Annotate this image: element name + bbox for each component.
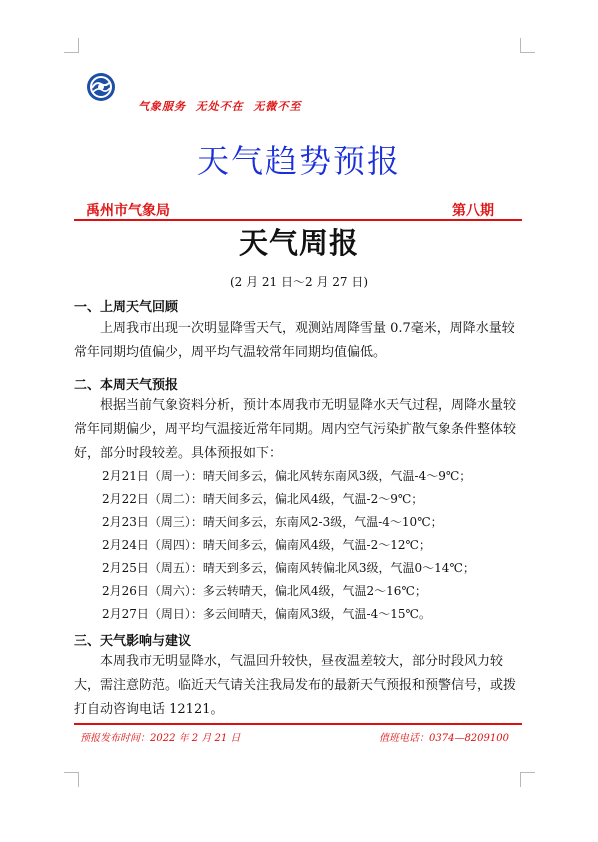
forecast-item-5: 2月26日（周六）：多云转晴天，偏北风4级，气温2～16℃； [102,584,427,598]
banner-title: 天气趋势预报 [196,142,401,180]
report-title: 天气周报 [238,226,359,260]
page-corner-mark-top-right [520,38,535,53]
forecast-item-4: 2月25日（周五）：晴天到多云，偏南风转偏北风3级，气温0～14℃； [102,561,475,575]
date-range: (2 月 21 日～2 月 27 日) [229,275,369,289]
forecast-item-0: 2月21日（周一）：晴天间多云，偏北风转东南风3级，气温-4～9℃； [102,469,472,483]
paragraph-forecast: 根据当前气象资料分析，预计本周我市无明显降水天气过程，周降水量较常年同期偏少，周平均气温接近常年同期。周内空气污染扩散气象条件整体较好，部分时段较差。具体预报如下： [74,398,517,461]
duty-phone: 值班电话：0374—8209100 [379,733,509,744]
paragraph-advice: 本周我市无明显降水，气温回升较快，昼夜温差较大，部分时段风力较大，需注意防范。临近天气请关注我局发布的最新天气预报和预警信号，或拨打自动咨询电话 12121。 [74,654,517,717]
page-corner-mark-bottom-right [520,772,535,787]
issue-number: 第八期 [452,203,494,219]
section-heading-forecast: 二、本周天气预报 [74,378,179,393]
forecast-item-3: 2月24日（周四）：晴天间多云，偏南风4级，气温-2～12℃； [102,538,431,552]
forecast-item-6: 2月27日（周日）：多云间晴天，偏南风3级，气温-4～15℃。 [102,607,431,621]
slogan: 气象服务 无处不在 无微不至 [138,100,302,113]
org-name: 禹州市气象局 [86,203,170,219]
meteorology-logo-icon [86,72,116,102]
forecast-item-2: 2月23日（周三）：晴天间多云，东南风2-3级，气温-4～10℃； [102,515,443,529]
paragraph-review: 上周我市出现一次明显降雪天气，观测站周降雪量 0.7毫米，周降水量较常年同期均值偏少，周平均气温较常年同期均值偏低。 [74,321,515,360]
page-corner-mark-bottom-left [64,772,79,787]
section-heading-review: 一、上周天气回顾 [74,300,179,315]
section-heading-advice: 三、天气影响与建议 [74,634,192,649]
forecast-item-1: 2月22日（周二）：晴天间多云，偏北风4级，气温-2～9℃； [102,492,424,506]
issue-date: 预报发布时间：2022 年 2 月 21 日 [80,733,241,744]
footer-divider [74,723,522,725]
page-corner-mark-top-left [64,38,79,53]
